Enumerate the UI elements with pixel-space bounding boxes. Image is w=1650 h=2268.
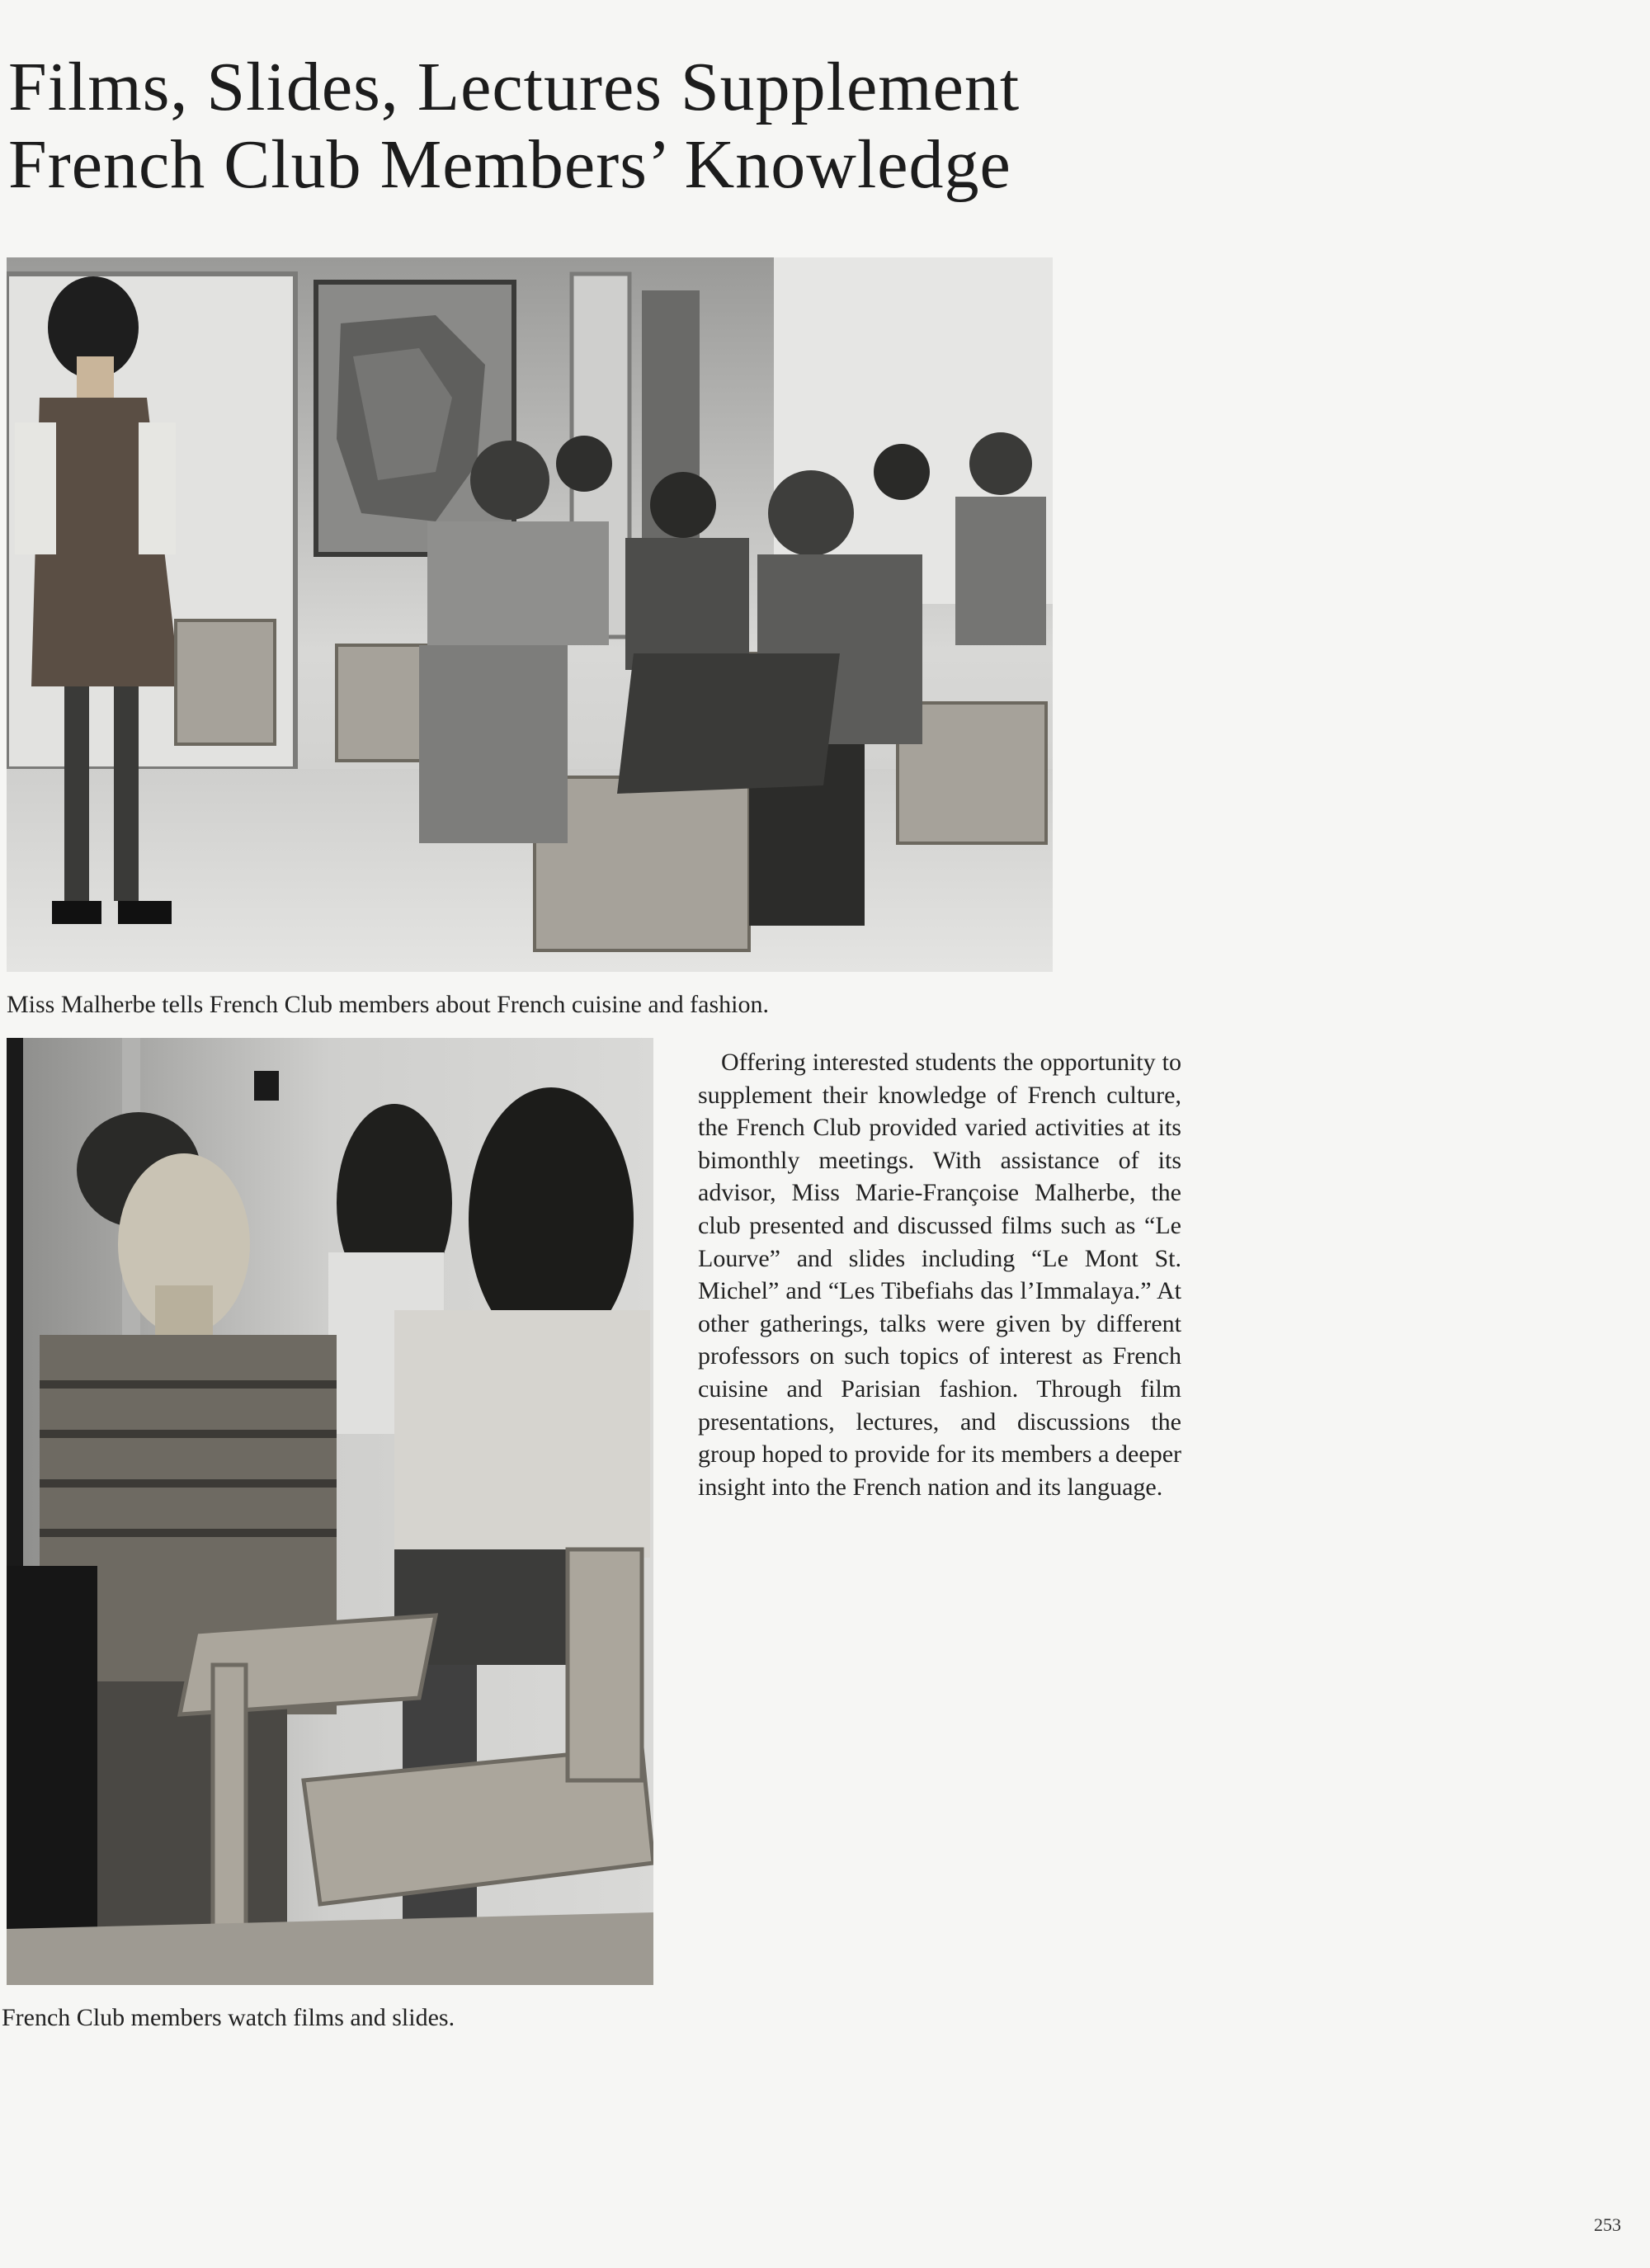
headline-line-2: French Club Members’ Knowledge [8, 126, 1011, 203]
headline [8, 51, 1081, 201]
classroom-photo [7, 257, 1053, 972]
headline-line-1: Films, Slides, Lectures Supplement [8, 49, 1021, 125]
students-photo [7, 1038, 653, 1985]
photo-caption-bottom: French Club members watch films and slides. [2, 2004, 455, 2031]
photo-caption-top: Miss Malherbe tells French Club members about French cuisine and fashion. [7, 991, 769, 1018]
students-photo-image [7, 1038, 653, 1985]
classroom-photo-image [7, 257, 1053, 972]
article-body: Offering interested students the opportunity to supplement their knowledge of French culture, the French Club provided varied activities at its bimonthly meetings. With assistance of its advisor, Miss Marie-Françoise Malherbe, the club presented and discussed films such as “Le Lourve” and slides including “Le Mont St. Michel” and “Les Tibefiahs das l’Immalaya.” At other gatherings, talks were given by different professors on such topics of interest as French cuisine and Parisian fashion. Through film presentations, lectures, and discussions the group hoped to provide for its members a deeper insight into the French nation and its language. [698, 1049, 1181, 1501]
page-number: 253 [1594, 2214, 1621, 2235]
